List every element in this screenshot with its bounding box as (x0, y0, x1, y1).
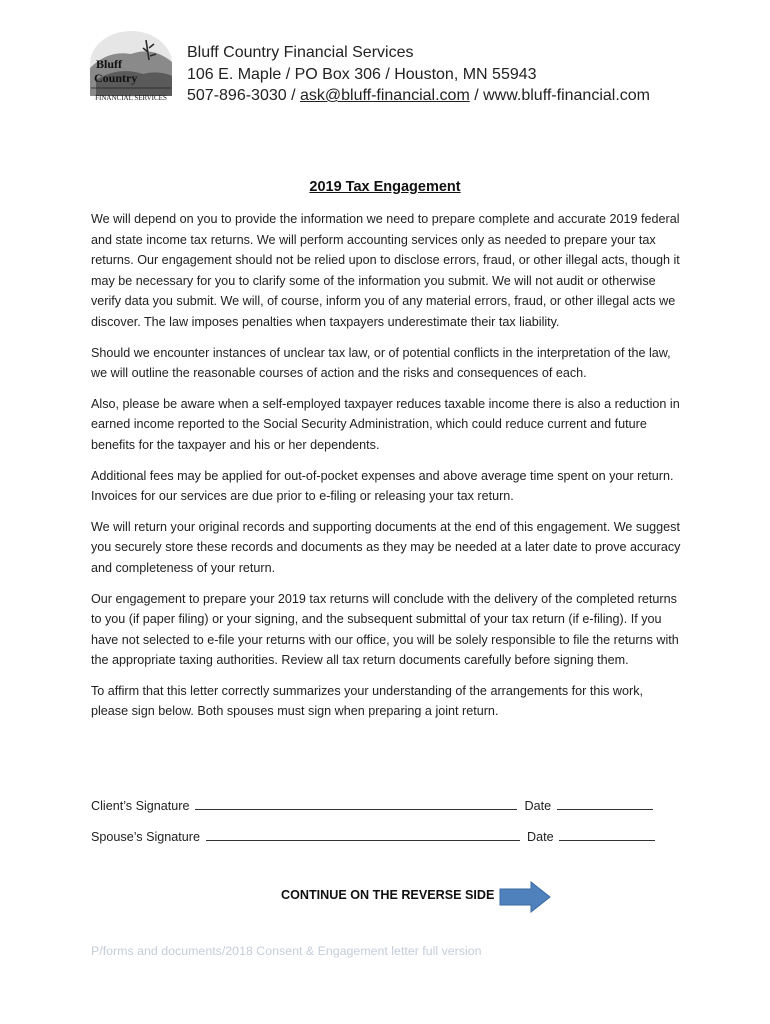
right-arrow-icon (499, 881, 551, 913)
phone-number: 507-896-3030 / (187, 87, 300, 104)
footer-file-path: P/forms and documents/2018 Consent & Engagement letter full version (91, 944, 482, 958)
paragraph-records: We will return your original records and supporting documents at the end of this engagement. We suggest you securely store these records and documents as they may be needed at a later date to prove accuracy and completeness of your return. (91, 519, 681, 575)
website-text: / www.bluff-financial.com (469, 87, 650, 104)
letterhead (187, 42, 650, 107)
paragraph-fees: Additional fees may be applied for out-of-pocket expenses and above average time spent on your return. Invoices for our services are due prior to e-filing or releasing your tax return. (91, 468, 674, 504)
client-date-label: Date (524, 799, 552, 813)
continue-notice: CONTINUE ON THE REVERSE SIDE (281, 888, 495, 902)
document-title: 2019 Tax Engagement (309, 179, 461, 195)
spouse-signature-row (91, 827, 659, 844)
paragraph-responsibility: We will depend on you to provide the information we need to prepare complete and accurate 2019 federal and state income tax returns. We will perform accounting services only as needed to prepare your tax returns. Our engagement should not be relied upon to disclose errors, fraud, or other illegal acts, though it may be necessary for you to clarify some of the information you submit. We will not audit or otherwise verify data you submit. We will, of course, inform you of any material errors, fraud, or other illegal acts we discover. The law imposes penalties when taxpayers underestimate their tax liability. (91, 212, 680, 329)
client-signature-row (91, 796, 657, 813)
paragraph-conclusion: Our engagement to prepare your 2019 tax returns will conclude with the delivery of the completed returns to you (if paper filing) or your signing, and the subsequent submittal of your tax return (if e-filing). If you have not selected to e-file your returns with our office, you will be solely responsible to file the returns with the appropriate taxing authorities. Review all tax return documents carefully before signing them. (91, 591, 679, 668)
company-logo (88, 30, 174, 108)
email-link[interactable]: ask@bluff-financial.com (299, 87, 470, 104)
spouse-date-label: Date (527, 830, 554, 844)
company-name: Bluff Country Financial Services (187, 44, 414, 61)
svg-text:Country: Country (94, 71, 138, 85)
svg-text:FINANCIAL SERVICES: FINANCIAL SERVICES (95, 94, 167, 102)
client-date-field[interactable] (557, 796, 653, 810)
client-signature-label: Client’s Signature (91, 799, 190, 813)
company-address: 106 E. Maple / PO Box 306 / Houston, MN 55943 (187, 65, 537, 83)
spouse-signature-label: Spouse’s Signature (91, 830, 200, 844)
svg-text:Bluff: Bluff (96, 57, 123, 71)
client-signature-field[interactable] (195, 796, 517, 810)
paragraph-self-employed: Also, please be aware when a self-employed taxpayer reduces taxable income there is also a reduction in earned income reported to the Social Security Administration, which could reduce current and future benefits for the taxpayer and his or her dependents. (91, 396, 680, 452)
contact-line (187, 85, 650, 107)
spouse-signature-field[interactable] (206, 827, 520, 841)
paragraph-unclear-law: Should we encounter instances of unclear tax law, or of potential conflicts in the interpretation of the law, we will outline the reasonable courses of action and the risks and consequences of each. (91, 345, 671, 381)
spouse-date-field[interactable] (559, 827, 655, 841)
letter-body (91, 209, 681, 732)
paragraph-affirm: To affirm that this letter correctly summarizes your understanding of the arrangements for this work, please sign below. Both spouses must sign when preparing a joint return. (91, 683, 644, 719)
